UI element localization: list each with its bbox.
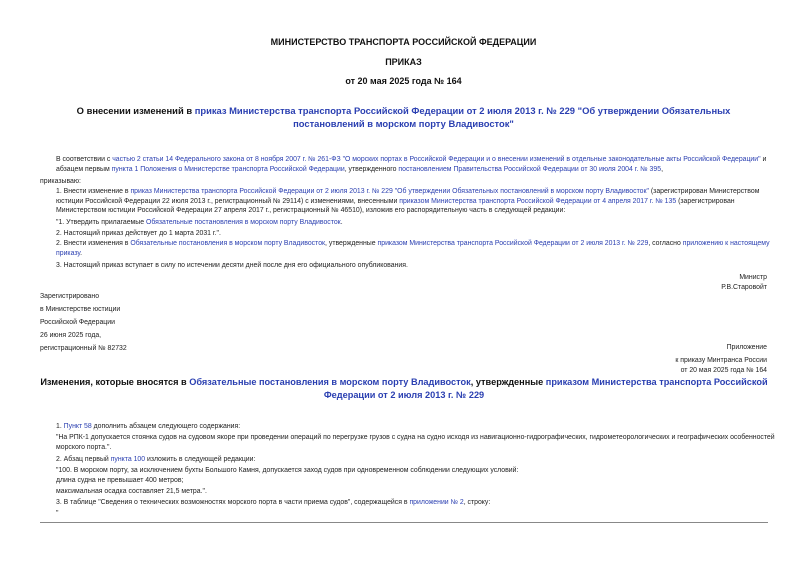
item-3-paragraph: 3. Настоящий приказ вступает в силу по истечении десяти дней после дня его официального опубликования. — [56, 262, 408, 269]
order-word: приказываю: — [40, 178, 81, 185]
change-3-suffix: , строку: — [463, 499, 491, 506]
clause-58-link[interactable]: Пункт 58 — [63, 423, 92, 430]
item-1-text-1: 1. Внести изменение в — [56, 188, 131, 195]
quote-1-text-1: "1. Утвердить прилагаемые — [56, 219, 146, 226]
appendix-2-link[interactable]: приложении № 2 — [409, 499, 464, 506]
preamble-paragraph — [40, 155, 784, 174]
preamble-text-4: , — [661, 165, 663, 173]
appendix-label: Приложение — [726, 344, 767, 351]
change-1-suffix: дополнить абзацем следующего содержания: — [91, 423, 241, 430]
regulations-link[interactable]: Обязательные постановления в морском порту Владивосток — [146, 219, 341, 226]
item-2-text-1: 2. Внести изменения в — [56, 240, 131, 247]
order-229-link[interactable]: приказ Министерства транспорта Российской Федерации от 2 июля 2013 г. № 229 "Об утверждении Обязательных постановлений в морском порту Владивосток" — [130, 188, 649, 195]
change-2 — [40, 455, 784, 465]
change-1 — [40, 422, 784, 432]
annex-regulations-link[interactable]: Обязательные постановления в морском порту Владивосток — [189, 377, 471, 387]
item-1-text-3: (зарегистрирован Министерством юстиции Российской Федерации 27 апреля 2017 г., регистрационный № 46510), изложив его распорядительную часть в следующей редакции: — [56, 197, 735, 215]
registration-block — [40, 290, 127, 355]
registration-line: регистрационный № 82732 — [40, 345, 127, 352]
change-1-prefix: 1. — [56, 423, 64, 430]
item-2-paragraph — [40, 239, 784, 258]
clause-100-link[interactable]: пункта 100 — [110, 456, 146, 463]
item-1-text-2: (зарегистрирован Министерством юстиции Российской Федерации 22 июля 2013 г., регистрационный № 29114) с изменениями, внесенными — [56, 188, 760, 205]
order-229-link-2[interactable]: приказом Министерства транспорта Российской Федерации от 2 июля 2013 г. № 229 — [377, 240, 649, 247]
quote-item-2: 2. Настоящий приказ действует до 1 марта 2031 г.". — [56, 230, 221, 237]
annex-title-text-1: Изменения, которые вносятся в — [40, 377, 190, 387]
preamble-text-1: В соответствии с — [56, 156, 113, 163]
divider-line — [40, 522, 768, 523]
item-2-text-4: . — [80, 249, 83, 257]
order-135-link[interactable]: приказом Министерства транспорта Российской Федерации от 4 апреля 2017 г. № 135 — [399, 197, 677, 205]
preamble-text-3: , утвержденного — [344, 165, 399, 173]
document-title — [50, 104, 757, 130]
change-2-prefix: 2. Абзац первый — [56, 456, 111, 463]
ministry-heading: МИНИСТЕРСТВО ТРАНСПОРТА РОССИЙСКОЙ ФЕДЕРАЦИИ — [270, 37, 537, 47]
title-link[interactable]: приказ Министерства транспорта Российской Федерации от 2 июля 2013 г. № 229 "Об утверждении Обязательных постановлений в морском порту Владивосток" — [194, 105, 731, 129]
registration-line: Зарегистрировано — [40, 293, 100, 300]
item-2-text-3: , согласно — [648, 240, 683, 247]
regulations-link-2[interactable]: Обязательные постановления в морском порту Владивосток — [130, 240, 326, 247]
change-3-prefix: 3. В таблице "Сведения о технических возможностях морского порта в части приема судов", содержащейся в — [56, 499, 410, 506]
annex-title-text-2: , утвержденные — [470, 377, 546, 387]
registration-line: Российской Федерации — [40, 319, 115, 326]
change-1-quote: "На РПК-1 допускается стоянка судов на судовом якоре при проведении операций по перегрузке грузов с судна на судно исходя из навигационно-гидрографических, гидрометеорологических и географических особенностей морского порта.". — [56, 434, 775, 451]
government-decree-link[interactable]: постановлением Правительства Российской Федерации от 30 июля 2004 г. № 395 — [398, 165, 662, 173]
appendix-date: от 20 мая 2025 года № 164 — [680, 367, 767, 374]
item-1-paragraph — [40, 187, 784, 216]
change-3 — [40, 498, 784, 508]
change-3-open-quote: " — [56, 510, 59, 517]
change-2-suffix: изложить в следующей редакции: — [145, 456, 256, 463]
annex-order-link[interactable]: приказом Министерства транспорта Российской Федерации от 2 июля 2013 г. № 229 — [323, 377, 768, 400]
registration-line: в Министерстве юстиции — [40, 306, 121, 313]
appendix-reference: к приказу Минтранса России — [675, 357, 767, 364]
title-prefix: О внесении изменений в — [76, 105, 195, 116]
quote-1-text-2: . — [340, 219, 343, 226]
signature-name: Р.В.Старовойт — [721, 284, 767, 291]
document-type: ПРИКАЗ — [385, 57, 422, 67]
change-2-quote-2: длина судна не превышает 400 метров; — [56, 477, 184, 484]
signature-position: Министр — [739, 274, 767, 281]
annex-title — [40, 376, 768, 401]
quote-item-1 — [40, 218, 784, 228]
document-date-number: от 20 мая 2025 года № 164 — [345, 76, 462, 86]
item-2-text-2: , утвержденные — [325, 240, 378, 247]
preamble-text-2: и абзацем первым — [56, 156, 767, 173]
appendix-link[interactable]: приложению к настоящему приказу — [56, 240, 770, 257]
registration-line: 26 июня 2025 года, — [40, 332, 102, 339]
change-2-quote-1: "100. В морском порту, за исключением бухты Большого Камня, допускается заход судов при одновременном соблюдении следующих условий: — [56, 467, 519, 474]
law-link[interactable]: частью 2 статьи 14 Федерального закона от 8 ноября 2007 г. № 261-ФЗ "О морских портах в Российской Федерации и о внесении изменений в отдельные законодательные акты Российской Федерации" — [112, 156, 761, 163]
regulation-link[interactable]: пункта 1 Положения о Министерстве транспорта Российской Федерации — [111, 165, 345, 173]
change-2-quote-3: максимальная осадка составляет 21,5 метра.". — [56, 488, 207, 495]
